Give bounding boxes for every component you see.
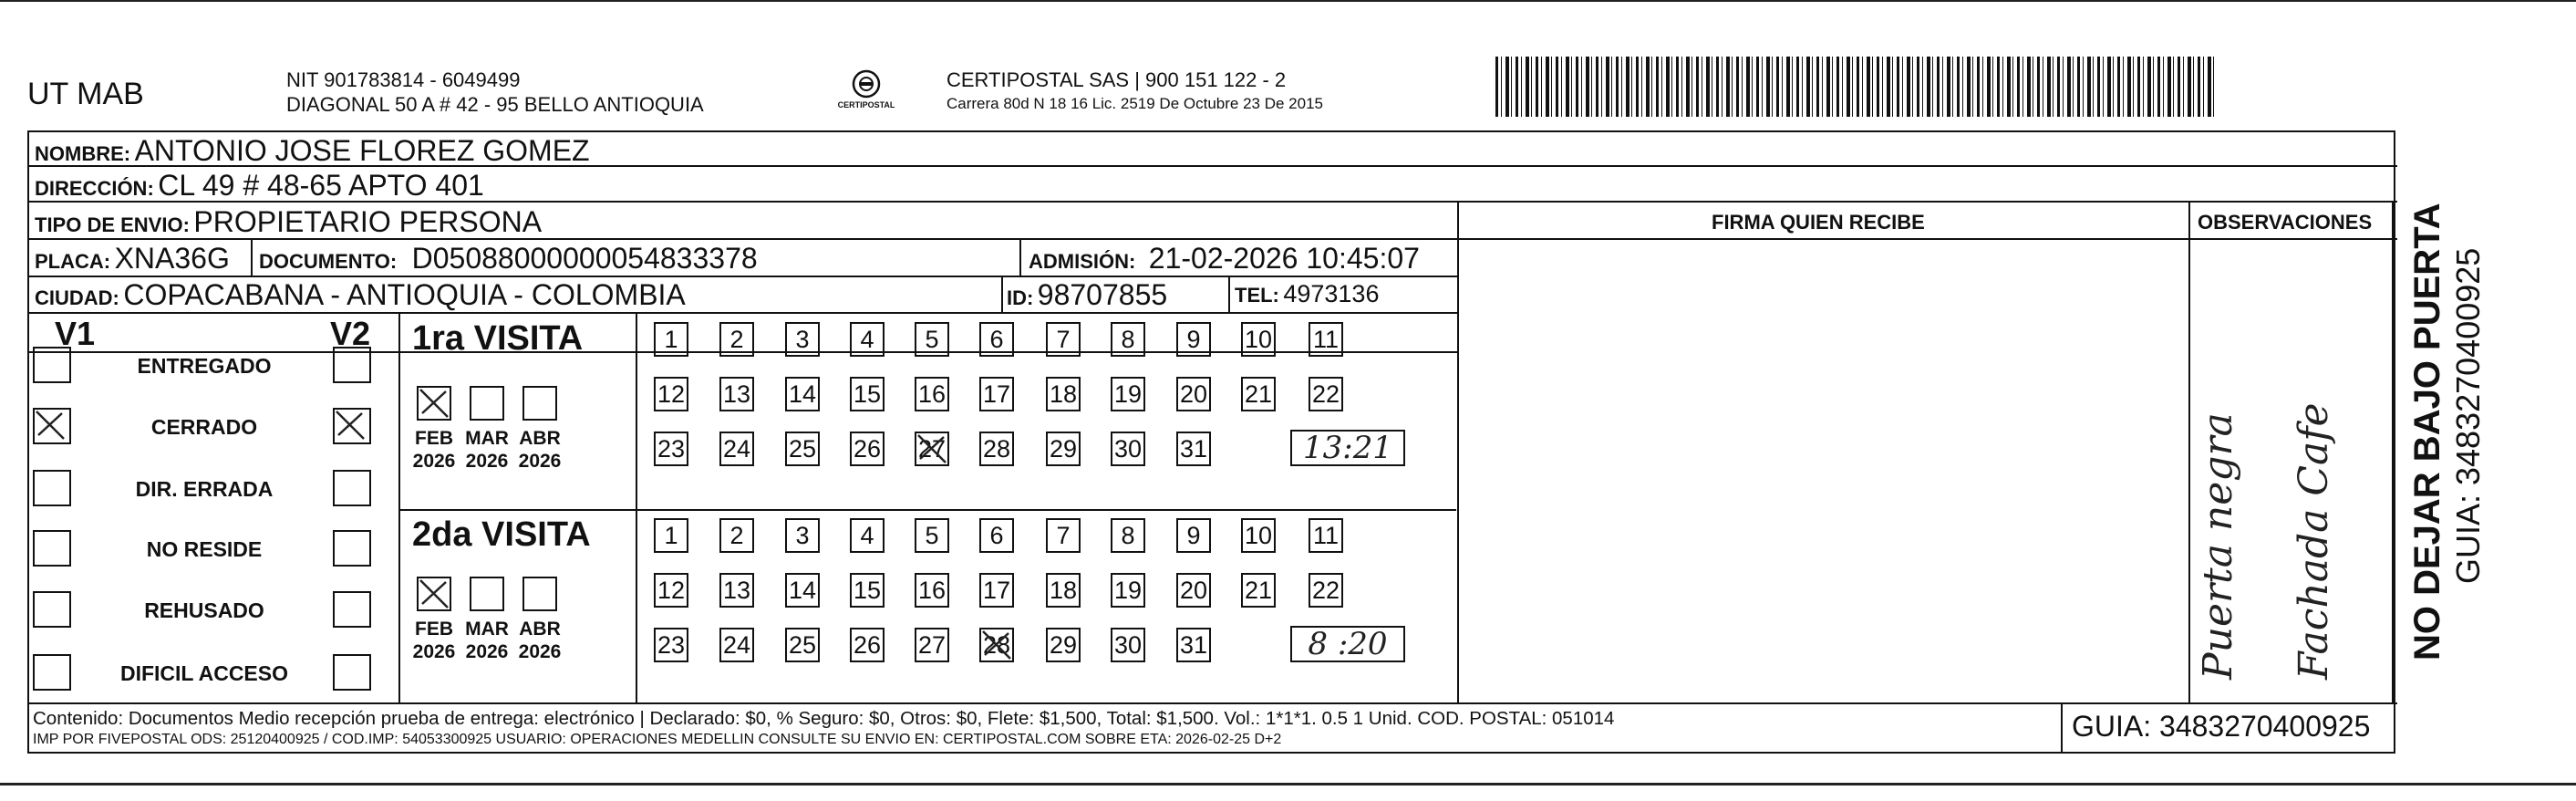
nombre-value: ANTONIO JOSE FLOREZ GOMEZ xyxy=(134,134,590,167)
day-box[interactable]: 20 xyxy=(1176,377,1211,411)
v2-status-checkbox[interactable] xyxy=(333,654,371,691)
day-box[interactable]: 10 xyxy=(1241,518,1276,553)
day-box[interactable]: 14 xyxy=(785,573,820,608)
observaciones-note-2: Fachada Cafe xyxy=(2291,402,2337,680)
bottom-edge-line xyxy=(0,783,2576,785)
month-label: ABR 2026 xyxy=(518,428,562,472)
tel-value: 4973136 xyxy=(1283,280,1380,307)
month-checkbox[interactable] xyxy=(470,386,504,421)
v1-status-checkbox[interactable] xyxy=(33,408,71,444)
company-nit: NIT 901783814 - 6049499 xyxy=(286,68,521,91)
id-label: ID: xyxy=(1007,286,1034,309)
ciudad-label: CIUDAD: xyxy=(35,286,119,309)
v1-status-checkbox[interactable] xyxy=(33,654,71,691)
day-box[interactable]: 31 xyxy=(1176,628,1211,662)
day-box[interactable]: 8 xyxy=(1111,322,1145,357)
month-checkbox[interactable] xyxy=(417,386,451,421)
divider xyxy=(251,238,253,276)
top-edge-line xyxy=(0,0,2576,2)
status-label: DIR. ERRADA xyxy=(135,477,274,501)
divider xyxy=(398,312,400,702)
v1-status-checkbox[interactable] xyxy=(33,530,71,567)
day-box[interactable]: 25 xyxy=(785,628,820,662)
day-box[interactable]: 30 xyxy=(1111,432,1145,466)
side-warning: NO DEJAR BAJO PUERTA xyxy=(2407,203,2447,661)
day-box[interactable]: 9 xyxy=(1176,518,1211,553)
divider xyxy=(398,509,1456,511)
v2-label: V2 xyxy=(330,315,371,352)
day-box[interactable]: 1 xyxy=(654,518,688,553)
day-box[interactable]: 21 xyxy=(1241,377,1276,411)
svg-text:CERTIPOSTAL: CERTIPOSTAL xyxy=(837,100,895,109)
day-box[interactable]: 4 xyxy=(850,322,885,357)
divider xyxy=(1001,276,1003,312)
day-box[interactable]: 24 xyxy=(719,628,754,662)
day-box[interactable]: 6 xyxy=(979,322,1014,357)
day-box[interactable]: 7 xyxy=(1046,518,1081,553)
day-box[interactable]: 21 xyxy=(1241,573,1276,608)
month-label: FEB 2026 xyxy=(412,428,456,472)
barcode xyxy=(1495,57,2216,117)
day-box[interactable]: 7 xyxy=(1046,322,1081,357)
day-box[interactable]: 23 xyxy=(654,628,688,662)
visit2-title: 2da VISITA xyxy=(412,515,591,554)
divider xyxy=(1457,201,1459,702)
firma-label: FIRMA QUIEN RECIBE xyxy=(1712,211,1925,234)
nombre-label: NOMBRE: xyxy=(35,142,131,165)
day-box[interactable]: 1 xyxy=(654,322,688,357)
month-checkbox[interactable] xyxy=(522,577,557,611)
day-box[interactable]: 5 xyxy=(915,518,949,553)
day-box[interactable]: 23 xyxy=(654,432,688,466)
divider xyxy=(2188,201,2190,702)
carrier-name: CERTIPOSTAL SAS | 900 151 122 - 2 xyxy=(947,68,1287,91)
day-box[interactable]: 19 xyxy=(1111,377,1145,411)
v2-status-checkbox[interactable] xyxy=(333,470,371,506)
day-box[interactable]: 19 xyxy=(1111,573,1145,608)
day-box[interactable]: 22 xyxy=(1309,573,1343,608)
day-box[interactable]: 3 xyxy=(785,518,820,553)
day-box[interactable]: 22 xyxy=(1309,377,1343,411)
divider xyxy=(29,312,1457,314)
day-box[interactable]: 14 xyxy=(785,377,820,411)
day-box[interactable]: 4 xyxy=(850,518,885,553)
side-guia: GUIA: 3483270400925 xyxy=(2449,247,2487,584)
day-box[interactable]: 11 xyxy=(1309,518,1343,553)
v2-status-checkbox[interactable] xyxy=(333,530,371,567)
month-checkbox[interactable] xyxy=(417,577,451,611)
day-box[interactable]: 15 xyxy=(850,377,885,411)
day-box[interactable]: 26 xyxy=(850,432,885,466)
day-box[interactable]: 16 xyxy=(915,377,949,411)
observaciones-label: OBSERVACIONES xyxy=(2198,211,2373,234)
divider xyxy=(29,276,1457,277)
status-label: CERRADO xyxy=(150,415,258,439)
footer-contents: Contenido: Documentos Medio recepción prueba de entrega: electrónico | Declarado: $0, % Seguro: $0, Otros: $0, Flete: $1,500, Total: $1,500. Vol.: 1*1*1. 0.5 1 Unid. COD. POSTAL: 051014 xyxy=(33,708,1615,729)
day-box[interactable]: 26 xyxy=(850,628,885,662)
visit-time-handwritten: 13:21 xyxy=(1290,430,1405,466)
day-box[interactable]: 20 xyxy=(1176,573,1211,608)
documento-label: DOCUMENTO: xyxy=(259,250,398,273)
day-box[interactable]: 17 xyxy=(979,573,1014,608)
day-box[interactable]: 17 xyxy=(979,377,1014,411)
day-box[interactable]: 9 xyxy=(1176,322,1211,357)
divider xyxy=(1019,238,1021,276)
month-checkbox[interactable] xyxy=(470,577,504,611)
form-frame xyxy=(27,130,2395,754)
v2-status-checkbox[interactable] xyxy=(333,591,371,628)
visit-time-handwritten: 8 :20 xyxy=(1290,626,1405,662)
tipo-envio-value: PROPIETARIO PERSONA xyxy=(193,205,543,238)
status-label: NO RESIDE xyxy=(146,537,263,561)
admision-value: 21-02-2026 10:45:07 xyxy=(1148,242,1420,275)
v1-status-checkbox[interactable] xyxy=(33,347,71,383)
status-label: DIFICIL ACCESO xyxy=(119,661,288,685)
carrier-license: Carrera 80d N 18 16 Lic. 2519 De Octubre 23 De 2015 xyxy=(947,95,1323,112)
day-box[interactable]: 12 xyxy=(654,377,688,411)
month-label: MAR 2026 xyxy=(465,619,509,662)
visit1-title: 1ra VISITA xyxy=(412,319,584,358)
day-box[interactable]: 12 xyxy=(654,573,688,608)
day-box[interactable]: 16 xyxy=(915,573,949,608)
footer-print-info: IMP POR FIVEPOSTAL ODS: 25120400925 / COD.IMP: 54053300925 USUARIO: OPERACIONES MEDELLIN CONSULTE SU ENVIO EN: CERTIPOSTAL.COM SOBRE ETA: 2026-02-25 D+2 xyxy=(33,732,1282,747)
divider xyxy=(29,702,2397,704)
direccion-label: DIRECCIÓN: xyxy=(35,177,154,200)
divider xyxy=(636,312,637,702)
day-box[interactable]: 28 xyxy=(979,628,1014,662)
day-box[interactable]: 18 xyxy=(1046,573,1081,608)
day-box[interactable]: 6 xyxy=(979,518,1014,553)
placa-value: XNA36G xyxy=(114,242,230,275)
month-label: FEB 2026 xyxy=(412,619,456,662)
day-box[interactable]: 25 xyxy=(785,432,820,466)
footer-guia: GUIA: 3483270400925 xyxy=(2072,710,2371,743)
day-box[interactable]: 8 xyxy=(1111,518,1145,553)
day-box[interactable]: 11 xyxy=(1309,322,1343,357)
direccion-value: CL 49 # 48-65 APTO 401 xyxy=(158,169,484,202)
v1-status-checkbox[interactable] xyxy=(33,470,71,506)
day-box[interactable]: 5 xyxy=(915,322,949,357)
month-checkbox[interactable] xyxy=(522,386,557,421)
month-label: ABR 2026 xyxy=(518,619,562,662)
day-box[interactable]: 31 xyxy=(1176,432,1211,466)
id-value: 98707855 xyxy=(1037,278,1168,311)
ciudad-value: COPACABANA - ANTIOQUIA - COLOMBIA xyxy=(123,278,686,311)
divider xyxy=(2392,201,2394,702)
v1-label: V1 xyxy=(55,315,96,352)
admision-label: ADMISIÓN: xyxy=(1029,250,1136,273)
day-box[interactable]: 28 xyxy=(979,432,1014,466)
day-box[interactable]: 30 xyxy=(1111,628,1145,662)
divider xyxy=(2061,702,2063,754)
day-box[interactable]: 18 xyxy=(1046,377,1081,411)
placa-label: PLACA: xyxy=(35,250,111,273)
tel-label: TEL: xyxy=(1235,284,1279,307)
observaciones-note-1: Puerta negra xyxy=(2195,412,2241,680)
day-box[interactable]: 24 xyxy=(719,432,754,466)
status-label: ENTREGADO xyxy=(137,354,272,378)
divider xyxy=(1228,276,1230,312)
day-box[interactable]: 13 xyxy=(719,573,754,608)
v2-status-checkbox[interactable] xyxy=(333,408,371,444)
v1-status-checkbox[interactable] xyxy=(33,591,71,628)
company-code: UT MAB xyxy=(27,77,144,111)
month-label: MAR 2026 xyxy=(465,428,509,472)
v2-status-checkbox[interactable] xyxy=(333,347,371,383)
company-address: DIAGONAL 50 A # 42 - 95 BELLO ANTIOQUIA xyxy=(286,93,704,116)
day-box[interactable]: 2 xyxy=(719,518,754,553)
certipostal-logo xyxy=(830,66,903,117)
day-box[interactable]: 29 xyxy=(1046,628,1081,662)
day-box[interactable]: 3 xyxy=(785,322,820,357)
day-box[interactable]: 27 xyxy=(915,628,949,662)
day-box[interactable]: 2 xyxy=(719,322,754,357)
day-box[interactable]: 15 xyxy=(850,573,885,608)
day-box[interactable]: 27 xyxy=(915,432,949,466)
tipo-envio-label: TIPO DE ENVIO: xyxy=(35,213,190,236)
day-box[interactable]: 10 xyxy=(1241,322,1276,357)
status-label: REHUSADO xyxy=(144,598,264,622)
day-box[interactable]: 13 xyxy=(719,377,754,411)
documento-value: D05088000000054833378 xyxy=(411,242,758,275)
day-box[interactable]: 29 xyxy=(1046,432,1081,466)
